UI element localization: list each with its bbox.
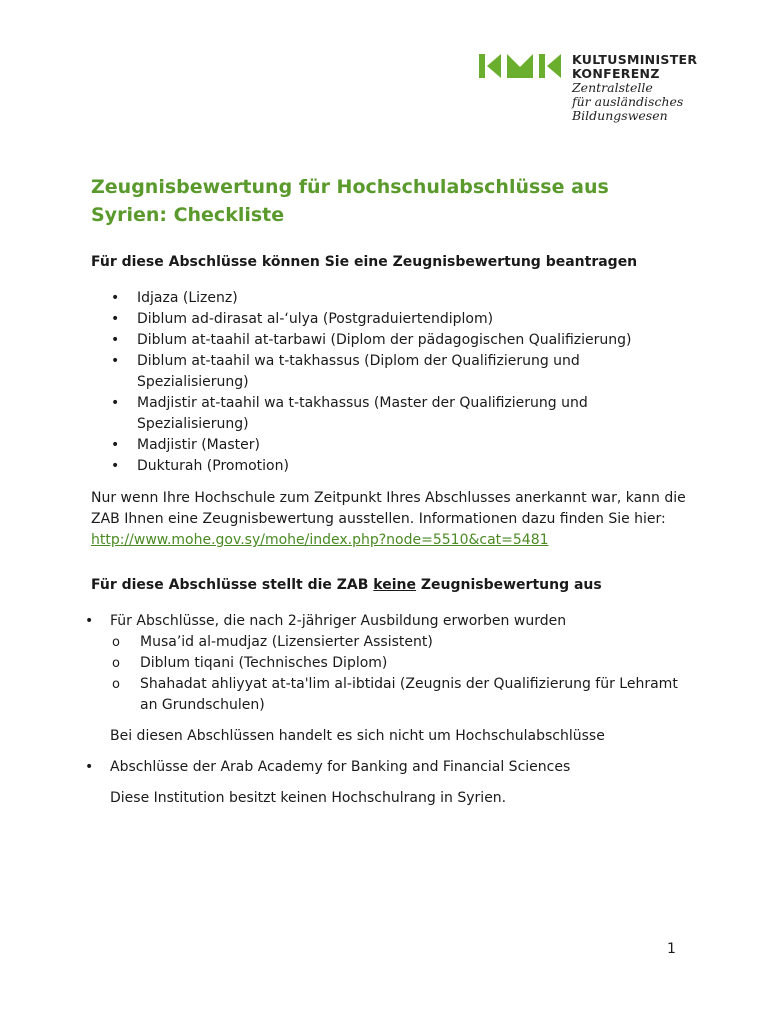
list-item: • Dukturah (Promotion) — [111, 456, 671, 477]
list-item: • Abschlüsse der Arab Academy for Banking and Financial Sciences Diese Institution besitzt keinen Hochschulrang in Syrien. — [85, 757, 685, 809]
emphasis-keine: keine — [373, 577, 416, 593]
kmk-logo — [479, 54, 561, 78]
document-title: Zeugnisbewertung für Hochschulabschlüsse aus Syrien: Checkliste — [91, 176, 609, 226]
ineligible-degrees-list — [85, 611, 685, 819]
bullet-icon: • — [111, 458, 120, 474]
bullet-icon: • — [111, 395, 120, 411]
bullet-icon: • — [111, 353, 120, 369]
bullet-icon: • — [111, 332, 120, 348]
bullet-icon: • — [111, 437, 120, 453]
logo-sub-line-1: Zentralstelle — [572, 80, 653, 95]
list-item: • Madjistir (Master) — [111, 435, 671, 456]
sub-list-item: o Shahadat ahliyyat at-ta'lim al-ibtidai (Zeugnis der Qualifizierung für Lehramt an Grundschulen) — [112, 676, 678, 713]
eligible-degrees-list — [111, 288, 671, 477]
kmk-logo-mark-icon — [479, 54, 561, 78]
section2-heading: Für diese Abschlüsse stellt die ZAB keine Zeugnisbewertung aus — [91, 577, 602, 593]
list-item: • Diblum at-taahil wa t-takhassus (Diplom der Qualifizierung und Spezialisierung) — [111, 353, 580, 390]
logo-brand-line-2: KONFERENZ — [572, 66, 660, 81]
page-number: 1 — [667, 941, 676, 957]
bullet-icon: • — [111, 290, 120, 306]
bullet-icon: • — [85, 613, 94, 629]
list-item: • Diblum at-taahil at-tarbawi (Diplom der pädagogischen Qualifizierung) — [111, 330, 671, 351]
sub-list-item: o Musa’id al-mudjaz (Lizensierter Assistent) — [112, 632, 685, 653]
bullet-icon: • — [111, 311, 120, 327]
list-item: • Idjaza (Lizenz) — [111, 288, 671, 309]
note-text: Bei diesen Abschlüssen handelt es sich nicht um Hochschulabschlüsse — [110, 728, 605, 744]
list-item: • Diblum ad-dirasat al-‘ulya (Postgraduiertendiplom) — [111, 309, 671, 330]
sub-list — [112, 632, 685, 716]
list-item: • Madjistir at-taahil wa t-takhassus (Master der Qualifizierung und Spezialisierung) — [111, 395, 588, 432]
logo-brand-line-1: KULTUSMINISTER — [572, 52, 698, 67]
section1-heading: Für diese Abschlüsse können Sie eine Zeugnisbewertung beantragen — [91, 254, 638, 270]
logo-sub-line-3: Bildungswesen — [572, 108, 668, 123]
mohe-link[interactable]: http://www.mohe.gov.sy/mohe/index.php?node=5510&cat=5481 — [91, 532, 549, 548]
recognition-paragraph: Nur wenn Ihre Hochschule zum Zeitpunkt Ihres Abschlusses anerkannt war, kann die ZAB Ihnen eine Zeugnisbewertung ausstellen. Informationen dazu finden Sie hier: http://www.mohe.gov.sy/mohe/index.php?node=5510&cat=5481 — [91, 490, 686, 548]
sub-list-item: o Diblum tiqani (Technisches Diplom) — [112, 653, 685, 674]
circle-bullet-icon: o — [112, 656, 120, 671]
bullet-icon: • — [85, 759, 94, 775]
logo-sub-line-2: für ausländisches — [572, 94, 684, 109]
list-item: • Für Abschlüsse, die nach 2-jähriger Ausbildung erworben wurden o Musa’id al-mudjaz (Lizensierter Assistent) o Diblum tiqani (Technisches Diplom) o Shahadat ahliyyat at-ta'lim al-ibtidai (Zeugnis der Qualifizierung für Lehramt an Grundschulen) Bei diesen Abschlüssen handelt es sich nicht um Hochschulabschlüsse — [85, 611, 685, 747]
logo-text — [572, 53, 697, 123]
note-text: Diese Institution besitzt keinen Hochschulrang in Syrien. — [110, 790, 507, 806]
circle-bullet-icon: o — [112, 677, 120, 692]
circle-bullet-icon: o — [112, 635, 120, 650]
